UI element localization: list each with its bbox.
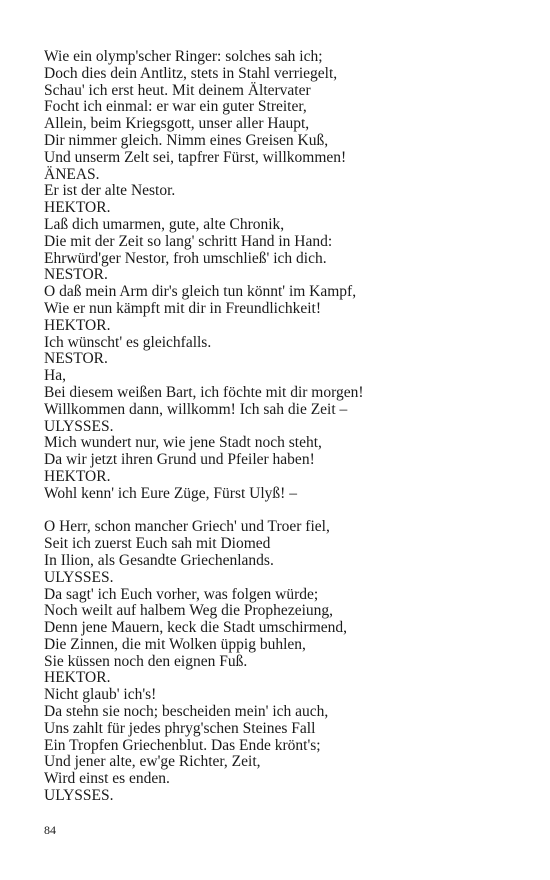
text-line: Bei diesem weißen Bart, ich föchte mit dir morgen! <box>44 383 364 401</box>
text-line: Ha, <box>44 367 66 385</box>
text-line: Da wir jetzt ihren Grund und Pfeiler haben! <box>44 451 315 469</box>
text-line: Sie küssen noch den eignen Fuß. <box>44 652 248 670</box>
text-line: HEKTOR. <box>44 199 111 217</box>
text-line: Die mit der Zeit so lang' schritt Hand in Hand: <box>44 232 333 250</box>
text-line: Uns zahlt für jedes phryg'schen Steines Fall <box>44 719 316 737</box>
text-line: HEKTOR. <box>44 669 111 687</box>
text-line: Noch weilt auf halbem Weg die Prophezeiung, <box>44 602 334 620</box>
text-line: Nicht glaub' ich's! <box>44 686 157 704</box>
text-line: Dir nimmer gleich. Nimm eines Greisen Kuß, <box>44 131 329 149</box>
text-line: Mich wundert nur, wie jene Stadt noch steht, <box>44 434 322 452</box>
blank-line <box>44 503 514 520</box>
text-line: Da sagt' ich Euch vorher, was folgen würde; <box>44 585 319 603</box>
text-line: Schau' ich erst heut. Mit deinem Ältervater <box>44 81 311 99</box>
text-line: ULYSSES. <box>44 787 114 805</box>
text-line: Willkommen dann, willkomm! Ich sah die Zeit – <box>44 400 348 418</box>
text-line: Ich wünscht' es gleichfalls. <box>44 333 212 351</box>
text-line: Wird einst es enden. <box>44 770 170 788</box>
text-line: Denn jene Mauern, keck die Stadt umschirmend, <box>44 619 348 637</box>
text-line: NESTOR. <box>44 350 108 368</box>
text-line: Focht ich einmal: er war ein guter Streiter, <box>44 98 307 116</box>
text-line: Er ist der alte Nestor. <box>44 182 176 200</box>
text-line: Ehrwürd'ger Nestor, froh umschließ' ich dich. <box>44 249 327 267</box>
text-line: Laß dich umarmen, gute, alte Chronik, <box>44 215 285 233</box>
text-line: Allein, beim Kriegsgott, unser aller Haupt, <box>44 115 310 133</box>
text-line: Wohl kenn' ich Eure Züge, Fürst Ulyß! – <box>44 484 297 502</box>
text-line: ULYSSES. <box>44 417 114 435</box>
text-line: Seit ich zuerst Euch sah mit Diomed <box>44 535 271 553</box>
text-line: Da stehn sie noch; bescheiden mein' ich auch, <box>44 703 329 721</box>
text-line: In Ilion, als Gesandte Griechenlands. <box>44 551 274 569</box>
text-line: ULYSSES. <box>44 568 114 586</box>
text-line: ÄNEAS. <box>44 165 100 183</box>
text-line: Wie ein olymp'scher Ringer: solches sah ich; <box>44 48 323 65</box>
page-number: 84 <box>44 823 56 837</box>
text-line: O Herr, schon mancher Griech' und Troer fiel, <box>44 518 330 536</box>
text-line: Ein Tropfen Griechenblut. Das Ende krönt's; <box>44 736 321 754</box>
text-line: Doch dies dein Antlitz, stets in Stahl verriegelt, <box>44 64 338 82</box>
text-line: Und jener alte, ew'ge Richter, Zeit, <box>44 753 261 771</box>
text-line: O daß mein Arm dir's gleich tun könnt' im Kampf, <box>44 283 357 301</box>
text-line: Wie er nun kämpft mit dir in Freundlichkeit! <box>44 299 322 317</box>
play-text <box>44 49 514 805</box>
text-line: HEKTOR. <box>44 316 111 334</box>
text-line: NESTOR. <box>44 266 108 284</box>
text-line: Und unserm Zelt sei, tapfrer Fürst, willkommen! <box>44 148 347 166</box>
text-line: HEKTOR. <box>44 467 111 485</box>
text-line: Die Zinnen, die mit Wolken üppig buhlen, <box>44 635 306 653</box>
